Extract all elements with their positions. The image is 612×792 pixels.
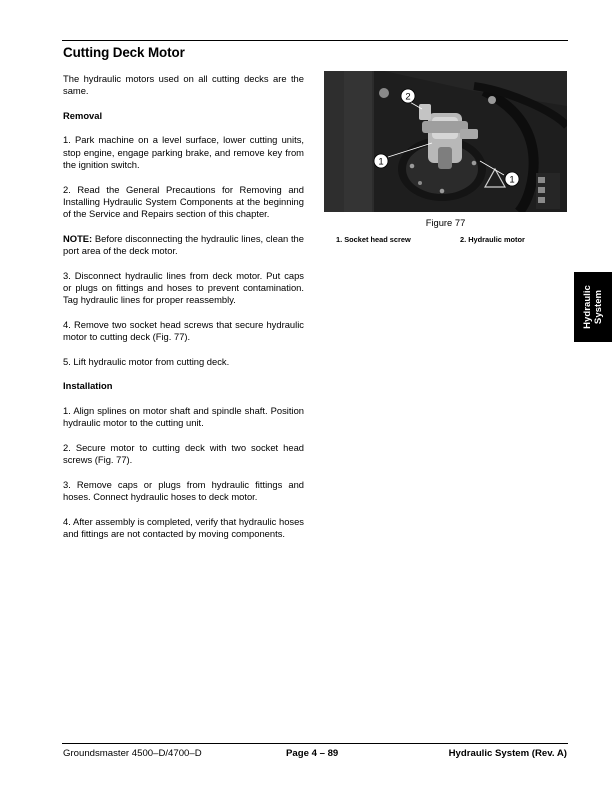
- removal-step-3: 3. Disconnect hydraulic lines from deck motor. Put caps or plugs on fittings and hoses to prevent contamination. Tag hydraulic lines for proper reassembly.: [63, 269, 304, 306]
- removal-heading: Removal: [63, 109, 103, 121]
- callout-1-left: 1: [378, 156, 384, 168]
- figure-caption: Figure 77: [425, 217, 466, 228]
- installation-step-3: 3. Remove caps or plugs from hydraulic fittings and hoses. Connect hydraulic hoses to deck motor.: [63, 478, 304, 503]
- side-tab-line-1: Hydraulic: [582, 285, 593, 329]
- callout-1-right: 1: [509, 174, 515, 186]
- side-tab-label: [582, 285, 604, 329]
- callout-2: 2: [405, 91, 411, 103]
- installation-heading: Installation: [63, 380, 113, 392]
- motor-photo: [324, 71, 567, 212]
- body-column: [63, 73, 304, 553]
- footer-chapter: Hydraulic System (Rev. A): [448, 748, 567, 759]
- motor-photo-illustration: [324, 71, 567, 212]
- chapter-side-tab[interactable]: [574, 272, 612, 342]
- installation-step-4: 4. After assembly is completed, verify that hydraulic hoses and fittings are not contacted by moving components.: [63, 515, 304, 539]
- installation-step-2: 2. Secure motor to cutting deck with two socket head screws (Fig. 77).: [63, 441, 304, 466]
- removal-step-1: 1. Park machine on a level surface, lower cutting units, stop engine, engage parking brake, and remove key from the ignition switch.: [63, 134, 304, 171]
- intro-paragraph: The hydraulic motors used on all cutting decks are the same.: [63, 73, 304, 97]
- installation-step-1: 1. Align splines on motor shaft and spindle shaft. Position hydraulic motor to the cutting unit.: [63, 405, 304, 429]
- removal-step-2: 2. Read the General Precautions for Removing and Installing Hydraulic System Components at the beginning of the Service and Repairs section of this chapter.: [63, 183, 304, 220]
- footer-page-number: Page 4 – 89: [286, 748, 339, 759]
- note-label: NOTE:: [63, 232, 93, 244]
- footer-model: Groundsmaster 4500–D/4700–D: [63, 748, 202, 759]
- side-tab-line-2: System: [593, 289, 604, 325]
- bottom-rule: [62, 743, 568, 744]
- note-paragraph: [63, 233, 304, 258]
- legend-socket-head-screw: 1. Socket head screw: [336, 235, 411, 244]
- removal-step-5: 5. Lift hydraulic motor from cutting deck.: [63, 355, 230, 367]
- top-rule: [62, 40, 568, 41]
- section-title: Cutting Deck Motor: [63, 45, 185, 60]
- removal-step-4: 4. Remove two socket head screws that secure hydraulic motor to cutting deck (Fig. 77).: [63, 318, 304, 343]
- legend-hydraulic-motor: 2. Hydraulic motor: [460, 235, 525, 244]
- note-text: Before disconnecting the hydraulic lines, clean the port area of the deck motor.: [63, 232, 304, 257]
